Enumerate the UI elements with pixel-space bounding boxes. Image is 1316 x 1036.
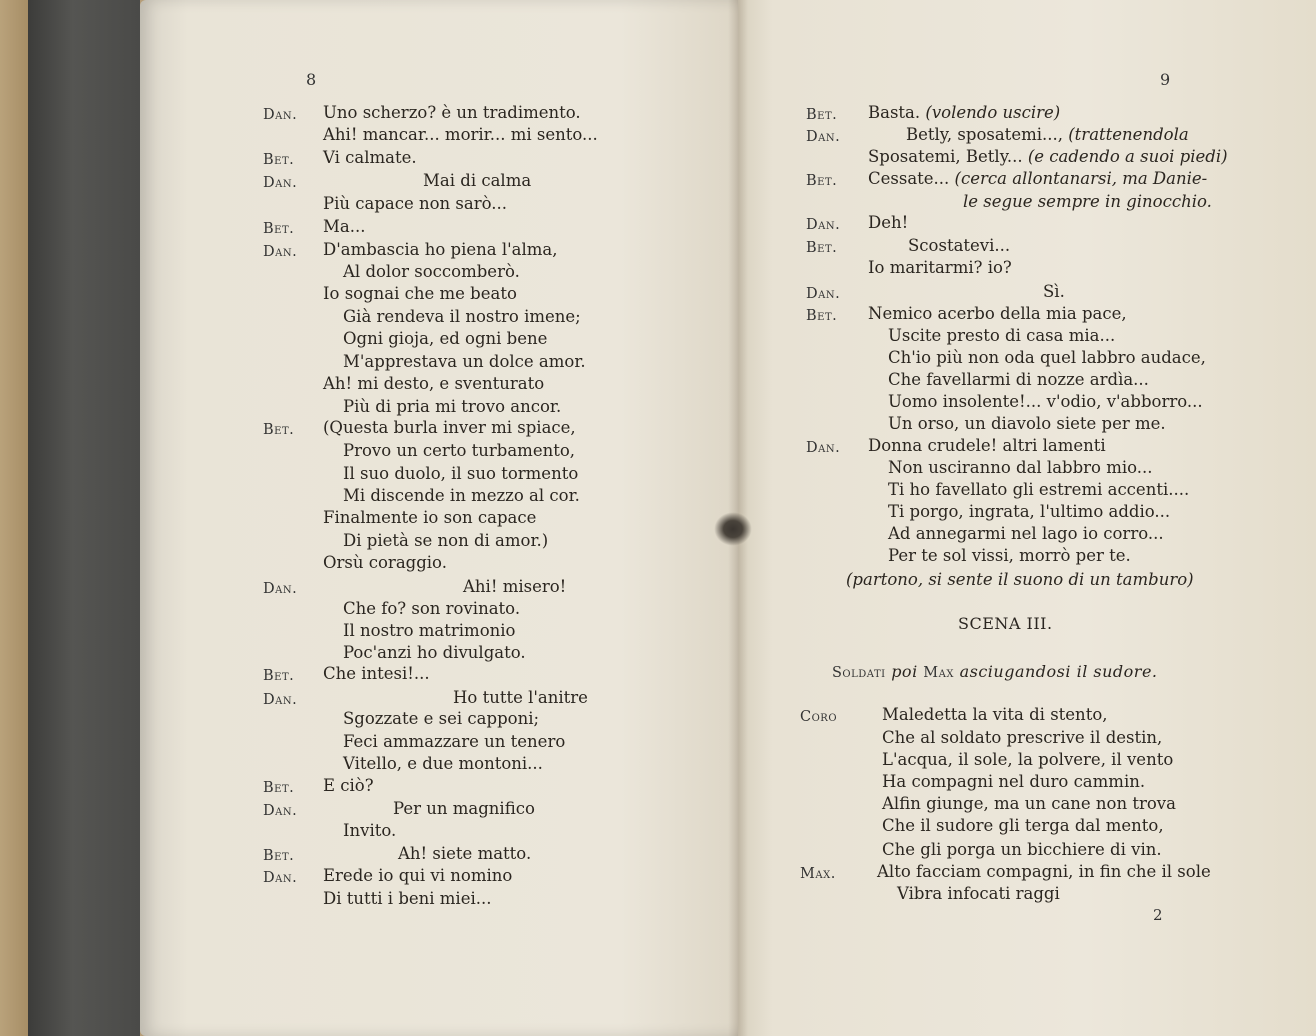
verse-line xyxy=(963,192,1212,212)
cast-soldati: Soldati xyxy=(832,665,886,681)
verse-line xyxy=(888,370,1149,390)
verse-line xyxy=(323,776,374,796)
verse-line xyxy=(343,441,575,461)
verse-text: Ti porgo, ingrata, l'ultimo addio... xyxy=(888,502,1171,521)
verse-text: Finalmente io son capace xyxy=(323,508,537,527)
verse-line xyxy=(888,524,1164,544)
verse-text: M'apprestava un dolce amor. xyxy=(343,352,586,371)
verse-line xyxy=(882,816,1164,836)
verse-line xyxy=(888,392,1203,412)
verse-line xyxy=(453,688,588,708)
verse-text: Che fo? son rovinato. xyxy=(343,599,521,618)
stage-direction: (e cadendo a suoi piedi) xyxy=(1027,147,1228,166)
verse-text: Sgozzate e sei capponi; xyxy=(343,709,540,728)
verse-line xyxy=(343,754,543,774)
verse-line xyxy=(908,236,1010,256)
verse-text: Vitello, e due montoni... xyxy=(343,754,543,773)
verse-text: Alto facciam compagni, in fin che il sole xyxy=(877,862,1211,881)
verse-text: Orsù coraggio. xyxy=(323,553,447,572)
verse-line xyxy=(868,147,1228,167)
stage-direction: (partono, si sente il suono di un tamburo) xyxy=(846,570,1194,589)
cast-max: Max xyxy=(923,665,954,681)
verse-line xyxy=(343,397,561,417)
verse-text: Sposatemi, Betly... xyxy=(868,147,1023,166)
verse-line xyxy=(888,502,1170,522)
verse-line xyxy=(882,705,1108,725)
speaker-label: Bet. xyxy=(263,152,295,168)
verse-line xyxy=(398,844,531,864)
verse-text: Che favellarmi di nozze ardìa... xyxy=(888,370,1149,389)
verse-text: Che gli porga un bicchiere di vin. xyxy=(882,840,1162,859)
verse-line xyxy=(323,889,492,909)
verse-line xyxy=(868,103,1060,123)
speaker-label: Dan. xyxy=(806,440,841,456)
verse-line xyxy=(882,772,1145,792)
verse-line xyxy=(868,258,1012,278)
verse-line xyxy=(423,171,531,191)
verse-line xyxy=(882,750,1173,770)
verse-line xyxy=(343,621,515,641)
verse-text: Più di pria mi trovo ancor. xyxy=(343,397,562,416)
verse-line xyxy=(868,213,908,233)
speaker-label: Dan. xyxy=(806,129,841,145)
verse-line xyxy=(323,217,365,237)
verse-text: Vibra infocati raggi xyxy=(897,884,1060,903)
verse-line xyxy=(323,418,576,438)
verse-text: Ti ho favellato gli estremi accenti.... xyxy=(888,480,1190,499)
speaker-label: Dan. xyxy=(263,692,298,708)
verse-line xyxy=(343,732,565,752)
verse-text: Ch'io più non oda quel labbro audace, xyxy=(888,348,1206,367)
verse-text: Già rendeva il nostro imene; xyxy=(343,307,581,326)
verse-text: Nemico acerbo della mia pace, xyxy=(868,304,1127,323)
speaker-label: Dan. xyxy=(263,870,298,886)
speaker-label: Bet. xyxy=(806,173,838,189)
verse-text: Uno scherzo? è un tradimento. xyxy=(323,103,581,122)
speaker-label: Coro xyxy=(800,709,838,725)
verse-line xyxy=(888,326,1115,346)
stage-direction: (trattenendola xyxy=(1068,125,1189,144)
verse-line xyxy=(343,329,547,349)
verse-line xyxy=(343,531,548,551)
verse-text: Uomo insolente!... v'odio, v'abborro... xyxy=(888,392,1203,411)
verse-text: Deh! xyxy=(868,213,909,232)
verse-line xyxy=(343,464,578,484)
verse-text: Ha compagni nel duro cammin. xyxy=(882,772,1146,791)
verse-line xyxy=(897,884,1060,904)
verse-line xyxy=(463,577,566,597)
verse-text: Per un magnifico xyxy=(393,799,535,818)
speaker-label: Dan. xyxy=(263,803,298,819)
verse-line xyxy=(323,125,598,145)
verse-line xyxy=(882,840,1162,860)
verse-text: Al dolor soccomberò. xyxy=(343,262,520,281)
verse-text: Poc'anzi ho divulgato. xyxy=(343,643,526,662)
verse-text: Invito. xyxy=(343,821,397,840)
verse-line xyxy=(868,436,1106,456)
verse-text: Io maritarmi? io? xyxy=(868,258,1012,277)
speaker-label: Dan. xyxy=(806,286,841,302)
verse-line xyxy=(343,307,581,327)
verse-line xyxy=(882,728,1162,748)
verse-text: Scostatevi... xyxy=(908,236,1011,255)
verse-text: D'ambascia ho piena l'alma, xyxy=(323,240,558,259)
verse-text: Provo un certo turbamento, xyxy=(343,441,576,460)
verse-line xyxy=(906,125,1189,145)
verse-line xyxy=(323,240,558,260)
speaker-label: Bet. xyxy=(806,107,838,123)
speaker-label: Bet. xyxy=(263,422,295,438)
verse-text: Mai di calma xyxy=(423,171,532,190)
verse-text: Ahi! mancar... morir... mi sento... xyxy=(323,125,598,144)
verse-text: Il suo duolo, il suo tormento xyxy=(343,464,579,483)
verse-text: Donna crudele! altri lamenti xyxy=(868,436,1106,455)
page-number-left: 8 xyxy=(306,70,317,89)
speaker-label: Bet. xyxy=(806,308,838,324)
book-edge xyxy=(0,0,28,1036)
page-number-right: 9 xyxy=(1160,70,1171,89)
verse-text: Cessate... xyxy=(868,169,950,188)
verse-line xyxy=(343,821,396,841)
verse-line xyxy=(868,169,1207,189)
verse-text: Maledetta la vita di stento, xyxy=(882,705,1108,724)
verse-text: Vi calmate. xyxy=(323,148,417,167)
speaker-label: Bet. xyxy=(263,221,295,237)
verse-line xyxy=(323,374,544,394)
verse-text: Sì. xyxy=(1043,282,1065,301)
verse-text: (Questa burla inver mi spiace, xyxy=(323,418,576,437)
verse-line xyxy=(888,414,1166,434)
speaker-label: Dan. xyxy=(263,175,298,191)
verse-text: L'acqua, il sole, la polvere, il vento xyxy=(882,750,1174,769)
verse-text: Che al soldato prescrive il destin, xyxy=(882,728,1163,747)
speaker-label: Bet. xyxy=(263,780,295,796)
verse-line xyxy=(323,148,417,168)
verse-line xyxy=(888,546,1131,566)
verse-text: Il nostro matrimonio xyxy=(343,621,516,640)
verse-text: Io sognai che me beato xyxy=(323,284,517,303)
verse-line xyxy=(323,553,447,573)
verse-line xyxy=(343,486,580,506)
signature-mark: 2 xyxy=(1153,906,1163,924)
speaker-label: Bet. xyxy=(263,848,295,864)
verse-line xyxy=(888,348,1206,368)
verse-line xyxy=(343,709,539,729)
speaker-label: Bet. xyxy=(263,668,295,684)
stage-direction: le segue sempre in ginocchio. xyxy=(963,192,1212,211)
verse-line xyxy=(882,794,1176,814)
verse-line xyxy=(343,352,586,372)
verse-line xyxy=(877,862,1211,882)
verse-line xyxy=(888,480,1189,500)
verse-text: Ma... xyxy=(323,217,366,236)
speaker-label: Dan. xyxy=(263,107,298,123)
verse-text: Che il sudore gli terga dal mento, xyxy=(882,816,1164,835)
stage-direction: (cerca allontanarsi, ma Danie- xyxy=(954,169,1208,188)
speaker-label: Bet. xyxy=(806,240,838,256)
verse-line xyxy=(343,599,520,619)
verse-line xyxy=(868,304,1127,324)
verse-line xyxy=(343,643,526,663)
verse-text: Più capace non sarò... xyxy=(323,194,507,213)
binding-hole xyxy=(714,512,752,546)
verse-text: Mi discende in mezzo al cor. xyxy=(343,486,580,505)
verse-text: Betly, sposatemi..., xyxy=(906,125,1063,144)
speaker-label: Dan. xyxy=(806,217,841,233)
book-spine xyxy=(28,0,140,1036)
verse-line xyxy=(323,664,430,684)
verse-text: Basta. xyxy=(868,103,921,122)
verse-line xyxy=(1043,282,1065,302)
verse-text: Uscite presto di casa mia... xyxy=(888,326,1116,345)
verse-line xyxy=(323,284,517,304)
verse-text: Erede io qui vi nomino xyxy=(323,866,513,885)
verse-text: Di pietà se non di amor.) xyxy=(343,531,549,550)
verse-line xyxy=(323,508,536,528)
verse-text: Un orso, un diavolo siete per me. xyxy=(888,414,1166,433)
verse-text: Ah! siete matto. xyxy=(398,844,532,863)
verse-text: Ho tutte l'anitre xyxy=(453,688,588,707)
verse-text: E ciò? xyxy=(323,776,374,795)
verse-text: Ah! mi desto, e sventurato xyxy=(323,374,545,393)
verse-line xyxy=(846,570,1194,590)
verse-text: Per te sol vissi, morrò per te. xyxy=(888,546,1131,565)
verse-text: Di tutti i beni miei... xyxy=(323,889,492,908)
verse-line xyxy=(888,458,1153,478)
verse-line xyxy=(323,103,581,123)
verse-text: Non usciranno dal labbro mio... xyxy=(888,458,1153,477)
verse-text: Feci ammazzare un tenero xyxy=(343,732,566,751)
verse-line xyxy=(323,194,507,214)
verse-text: Ogni gioja, ed ogni bene xyxy=(343,329,548,348)
speaker-label: Max. xyxy=(800,866,836,882)
scene-cast xyxy=(832,662,1158,681)
verse-text: Che intesi!... xyxy=(323,664,430,683)
speaker-label: Dan. xyxy=(263,581,298,597)
stage-direction: (volendo uscire) xyxy=(925,103,1061,122)
scene-title: SCENA III. xyxy=(958,614,1053,633)
speaker-label: Dan. xyxy=(263,244,298,260)
verse-line xyxy=(323,866,512,886)
verse-line xyxy=(393,799,535,819)
verse-text: Alfin giunge, ma un cane non trova xyxy=(882,794,1176,813)
verse-line xyxy=(343,262,520,282)
cast-poi: poi xyxy=(891,662,918,681)
cast-direction: asciugandosi il sudore. xyxy=(959,662,1158,681)
verse-text: Ad annegarmi nel lago io corro... xyxy=(888,524,1164,543)
verse-text: Ahi! misero! xyxy=(463,577,567,596)
